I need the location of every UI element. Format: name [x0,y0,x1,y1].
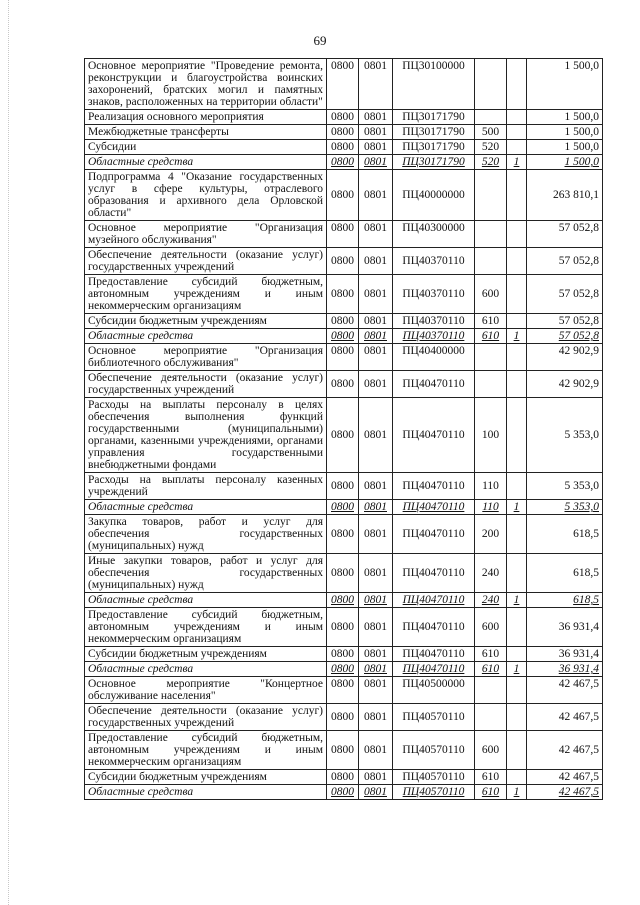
row-source-cell [507,677,527,704]
row-subsection-cell: 0801 [359,248,393,275]
row-target-cell: ПЦ30171790 [393,125,475,140]
row-target-cell: ПЦ40300000 [393,221,475,248]
row-name-cell: Областные средства [85,500,327,515]
row-source-cell [507,125,527,140]
row-expense-type-cell: 110 [475,473,507,500]
table-row [85,170,603,221]
row-amount-cell: 5 353,0 [527,500,603,515]
row-section-cell: 0800 [327,704,359,731]
table-row [85,221,603,248]
row-amount-cell: 57 052,8 [527,314,603,329]
row-target-cell: ПЦ40470110 [393,662,475,677]
row-amount-cell: 618,5 [527,593,603,608]
row-subsection-cell: 0801 [359,608,393,647]
row-source-cell [507,221,527,248]
row-amount-cell: 36 931,4 [527,647,603,662]
row-section-cell: 0800 [327,371,359,398]
row-amount-cell: 1 500,0 [527,125,603,140]
row-source-cell [507,731,527,770]
row-section-cell: 0800 [327,473,359,500]
row-section-cell: 0800 [327,59,359,110]
table-row [85,554,603,593]
row-source-cell: 1 [507,662,527,677]
row-subsection-cell: 0801 [359,329,393,344]
row-source-cell: 1 [507,785,527,800]
row-section-cell: 0800 [327,500,359,515]
row-expense-type-cell: 600 [475,275,507,314]
page-number: 69 [313,33,327,48]
row-section-cell: 0800 [327,398,359,473]
row-amount-cell: 42 467,5 [527,770,603,785]
row-name-cell: Субсидии бюджетным учреждениям [85,770,327,785]
table-row [85,275,603,314]
row-name-cell: Подпрограмма 4 "Оказание государственных услуг в сфере культуры, отраслевого образования и архивного дела Орловской области" [85,170,327,221]
row-expense-type-cell: 610 [475,647,507,662]
row-expense-type-cell: 600 [475,731,507,770]
row-expense-type-cell [475,371,507,398]
row-amount-cell: 1 500,0 [527,110,603,125]
row-source-cell [507,473,527,500]
table-row [85,770,603,785]
row-section-cell: 0800 [327,554,359,593]
table-row [85,110,603,125]
row-name-cell: Основное мероприятие "Проведение ремонта, реконструкции и благоустройства воинских захоронений, братских могил и памятных знаков, расположенных на территории области" [85,59,327,110]
row-source-cell [507,608,527,647]
row-name-cell: Областные средства [85,329,327,344]
row-section-cell: 0800 [327,647,359,662]
row-section-cell: 0800 [327,677,359,704]
row-amount-cell: 42 902,9 [527,344,603,371]
row-expense-type-cell: 240 [475,554,507,593]
row-source-cell: 1 [507,329,527,344]
row-section-cell: 0800 [327,221,359,248]
row-target-cell: ПЦ40370110 [393,275,475,314]
row-expense-type-cell [475,170,507,221]
row-amount-cell: 618,5 [527,554,603,593]
table-row [85,500,603,515]
row-source-cell [507,371,527,398]
row-subsection-cell: 0801 [359,221,393,248]
row-subsection-cell: 0801 [359,677,393,704]
row-expense-type-cell [475,704,507,731]
table-row [85,248,603,275]
row-name-cell: Основное мероприятие "Организация музейного обслуживания" [85,221,327,248]
row-amount-cell: 57 052,8 [527,221,603,248]
binding-edge-line [8,0,10,905]
table-row [85,731,603,770]
row-target-cell: ПЦ40470110 [393,593,475,608]
row-subsection-cell: 0801 [359,704,393,731]
row-section-cell: 0800 [327,314,359,329]
budget-table-body [85,59,603,800]
row-name-cell: Субсидии [85,140,327,155]
row-section-cell: 0800 [327,125,359,140]
row-expense-type-cell: 520 [475,140,507,155]
row-target-cell: ПЦ40500000 [393,677,475,704]
row-target-cell: ПЦ40470110 [393,371,475,398]
table-row [85,593,603,608]
row-section-cell: 0800 [327,344,359,371]
table-row [85,344,603,371]
row-target-cell: ПЦ40370110 [393,248,475,275]
row-subsection-cell: 0801 [359,140,393,155]
row-source-cell [507,140,527,155]
row-section-cell: 0800 [327,662,359,677]
row-name-cell: Обеспечение деятельности (оказание услуг) государственных учреждений [85,248,327,275]
row-source-cell [507,554,527,593]
row-source-cell [507,248,527,275]
row-subsection-cell: 0801 [359,500,393,515]
row-name-cell: Расходы на выплаты персоналу казенных учреждений [85,473,327,500]
row-target-cell: ПЦ40470110 [393,398,475,473]
table-row [85,473,603,500]
budget-table [84,58,603,800]
row-name-cell: Иные закупки товаров, работ и услуг для обеспечения государственных (муниципальных) нужд [85,554,327,593]
row-source-cell [507,770,527,785]
row-target-cell: ПЦ40400000 [393,344,475,371]
row-expense-type-cell [475,248,507,275]
row-name-cell: Предоставление субсидий бюджетным, автономным учреждениям и иным некоммерческим организациям [85,275,327,314]
row-subsection-cell: 0801 [359,275,393,314]
row-target-cell: ПЦ40470110 [393,608,475,647]
table-row [85,314,603,329]
row-name-cell: Основное мероприятие "Концертное обслуживание населения" [85,677,327,704]
row-subsection-cell: 0801 [359,554,393,593]
row-section-cell: 0800 [327,329,359,344]
row-name-cell: Закупка товаров, работ и услуг для обеспечения государственных (муниципальных) нужд [85,515,327,554]
row-amount-cell: 5 353,0 [527,473,603,500]
row-subsection-cell: 0801 [359,398,393,473]
table-row [85,677,603,704]
row-section-cell: 0800 [327,608,359,647]
row-target-cell: ПЦ40570110 [393,704,475,731]
row-target-cell: ПЦ40370110 [393,329,475,344]
row-target-cell: ПЦ30171790 [393,110,475,125]
table-row [85,398,603,473]
row-expense-type-cell [475,677,507,704]
row-target-cell: ПЦ40470110 [393,515,475,554]
row-subsection-cell: 0801 [359,110,393,125]
row-source-cell [507,314,527,329]
row-amount-cell: 57 052,8 [527,275,603,314]
row-expense-type-cell: 600 [475,608,507,647]
row-amount-cell: 1 500,0 [527,59,603,110]
row-expense-type-cell: 610 [475,785,507,800]
row-name-cell: Предоставление субсидий бюджетным, автономным учреждениям и иным некоммерческим организациям [85,608,327,647]
row-target-cell: ПЦ30171790 [393,155,475,170]
row-subsection-cell: 0801 [359,125,393,140]
row-subsection-cell: 0801 [359,344,393,371]
table-row [85,125,603,140]
row-amount-cell: 36 931,4 [527,662,603,677]
row-target-cell: ПЦ40570110 [393,770,475,785]
row-section-cell: 0800 [327,110,359,125]
row-source-cell: 1 [507,593,527,608]
row-amount-cell: 36 931,4 [527,608,603,647]
row-amount-cell: 5 353,0 [527,398,603,473]
row-amount-cell: 42 467,5 [527,677,603,704]
row-target-cell: ПЦ40470110 [393,500,475,515]
row-amount-cell: 57 052,8 [527,248,603,275]
row-subsection-cell: 0801 [359,59,393,110]
row-target-cell: ПЦ40570110 [393,731,475,770]
row-subsection-cell: 0801 [359,770,393,785]
row-expense-type-cell [475,221,507,248]
table-row [85,704,603,731]
row-name-cell: Субсидии бюджетным учреждениям [85,647,327,662]
row-name-cell: Предоставление субсидий бюджетным, автономным учреждениям и иным некоммерческим организациям [85,731,327,770]
table-row [85,647,603,662]
row-expense-type-cell [475,344,507,371]
row-subsection-cell: 0801 [359,314,393,329]
row-source-cell [507,59,527,110]
row-subsection-cell: 0801 [359,593,393,608]
row-source-cell: 1 [507,155,527,170]
row-source-cell [507,647,527,662]
row-subsection-cell: 0801 [359,647,393,662]
row-amount-cell: 263 810,1 [527,170,603,221]
row-section-cell: 0800 [327,515,359,554]
row-target-cell: ПЦ30100000 [393,59,475,110]
row-expense-type-cell: 610 [475,314,507,329]
row-expense-type-cell: 610 [475,329,507,344]
row-amount-cell: 42 467,5 [527,785,603,800]
row-subsection-cell: 0801 [359,515,393,554]
row-name-cell: Областные средства [85,662,327,677]
row-expense-type-cell: 610 [475,662,507,677]
row-target-cell: ПЦ40470110 [393,473,475,500]
row-source-cell [507,704,527,731]
row-name-cell: Обеспечение деятельности (оказание услуг) государственных учреждений [85,371,327,398]
row-amount-cell: 42 467,5 [527,704,603,731]
row-subsection-cell: 0801 [359,731,393,770]
row-section-cell: 0800 [327,731,359,770]
row-name-cell: Обеспечение деятельности (оказание услуг) государственных учреждений [85,704,327,731]
row-name-cell: Расходы на выплаты персоналу в целях обеспечения выполнения функций государственными (муниципальными) органами, казенными учреждениями, органами управления государственными внебюджетными фондами [85,398,327,473]
row-subsection-cell: 0801 [359,785,393,800]
row-subsection-cell: 0801 [359,371,393,398]
row-section-cell: 0800 [327,170,359,221]
row-source-cell [507,515,527,554]
table-row [85,155,603,170]
table-row [85,515,603,554]
row-section-cell: 0800 [327,785,359,800]
row-target-cell: ПЦ40000000 [393,170,475,221]
row-name-cell: Областные средства [85,785,327,800]
row-section-cell: 0800 [327,140,359,155]
row-name-cell: Межбюджетные трансферты [85,125,327,140]
table-row [85,608,603,647]
row-section-cell: 0800 [327,770,359,785]
row-expense-type-cell: 520 [475,155,507,170]
row-source-cell [507,398,527,473]
row-source-cell [507,275,527,314]
row-expense-type-cell: 200 [475,515,507,554]
row-section-cell: 0800 [327,593,359,608]
row-amount-cell: 57 052,8 [527,329,603,344]
row-subsection-cell: 0801 [359,473,393,500]
row-subsection-cell: 0801 [359,662,393,677]
row-target-cell: ПЦ40570110 [393,785,475,800]
row-target-cell: ПЦ40470110 [393,554,475,593]
row-name-cell: Реализация основного мероприятия [85,110,327,125]
row-section-cell: 0800 [327,155,359,170]
row-subsection-cell: 0801 [359,170,393,221]
row-amount-cell: 1 500,0 [527,140,603,155]
row-expense-type-cell: 610 [475,770,507,785]
row-amount-cell: 42 467,5 [527,731,603,770]
row-expense-type-cell: 110 [475,500,507,515]
table-row [85,785,603,800]
row-source-cell [507,344,527,371]
table-row [85,329,603,344]
row-expense-type-cell [475,110,507,125]
table-row [85,371,603,398]
row-expense-type-cell [475,59,507,110]
row-target-cell: ПЦ40370110 [393,314,475,329]
row-name-cell: Основное мероприятие "Организация библиотечного обслуживания" [85,344,327,371]
row-target-cell: ПЦ30171790 [393,140,475,155]
row-expense-type-cell: 100 [475,398,507,473]
row-amount-cell: 1 500,0 [527,155,603,170]
row-source-cell [507,110,527,125]
row-expense-type-cell: 500 [475,125,507,140]
row-name-cell: Областные средства [85,593,327,608]
row-expense-type-cell: 240 [475,593,507,608]
row-amount-cell: 618,5 [527,515,603,554]
row-source-cell [507,170,527,221]
row-source-cell: 1 [507,500,527,515]
row-subsection-cell: 0801 [359,155,393,170]
row-section-cell: 0800 [327,275,359,314]
table-row [85,59,603,110]
row-amount-cell: 42 902,9 [527,371,603,398]
table-row [85,140,603,155]
row-target-cell: ПЦ40470110 [393,647,475,662]
row-section-cell: 0800 [327,248,359,275]
table-row [85,662,603,677]
row-name-cell: Субсидии бюджетным учреждениям [85,314,327,329]
row-name-cell: Областные средства [85,155,327,170]
